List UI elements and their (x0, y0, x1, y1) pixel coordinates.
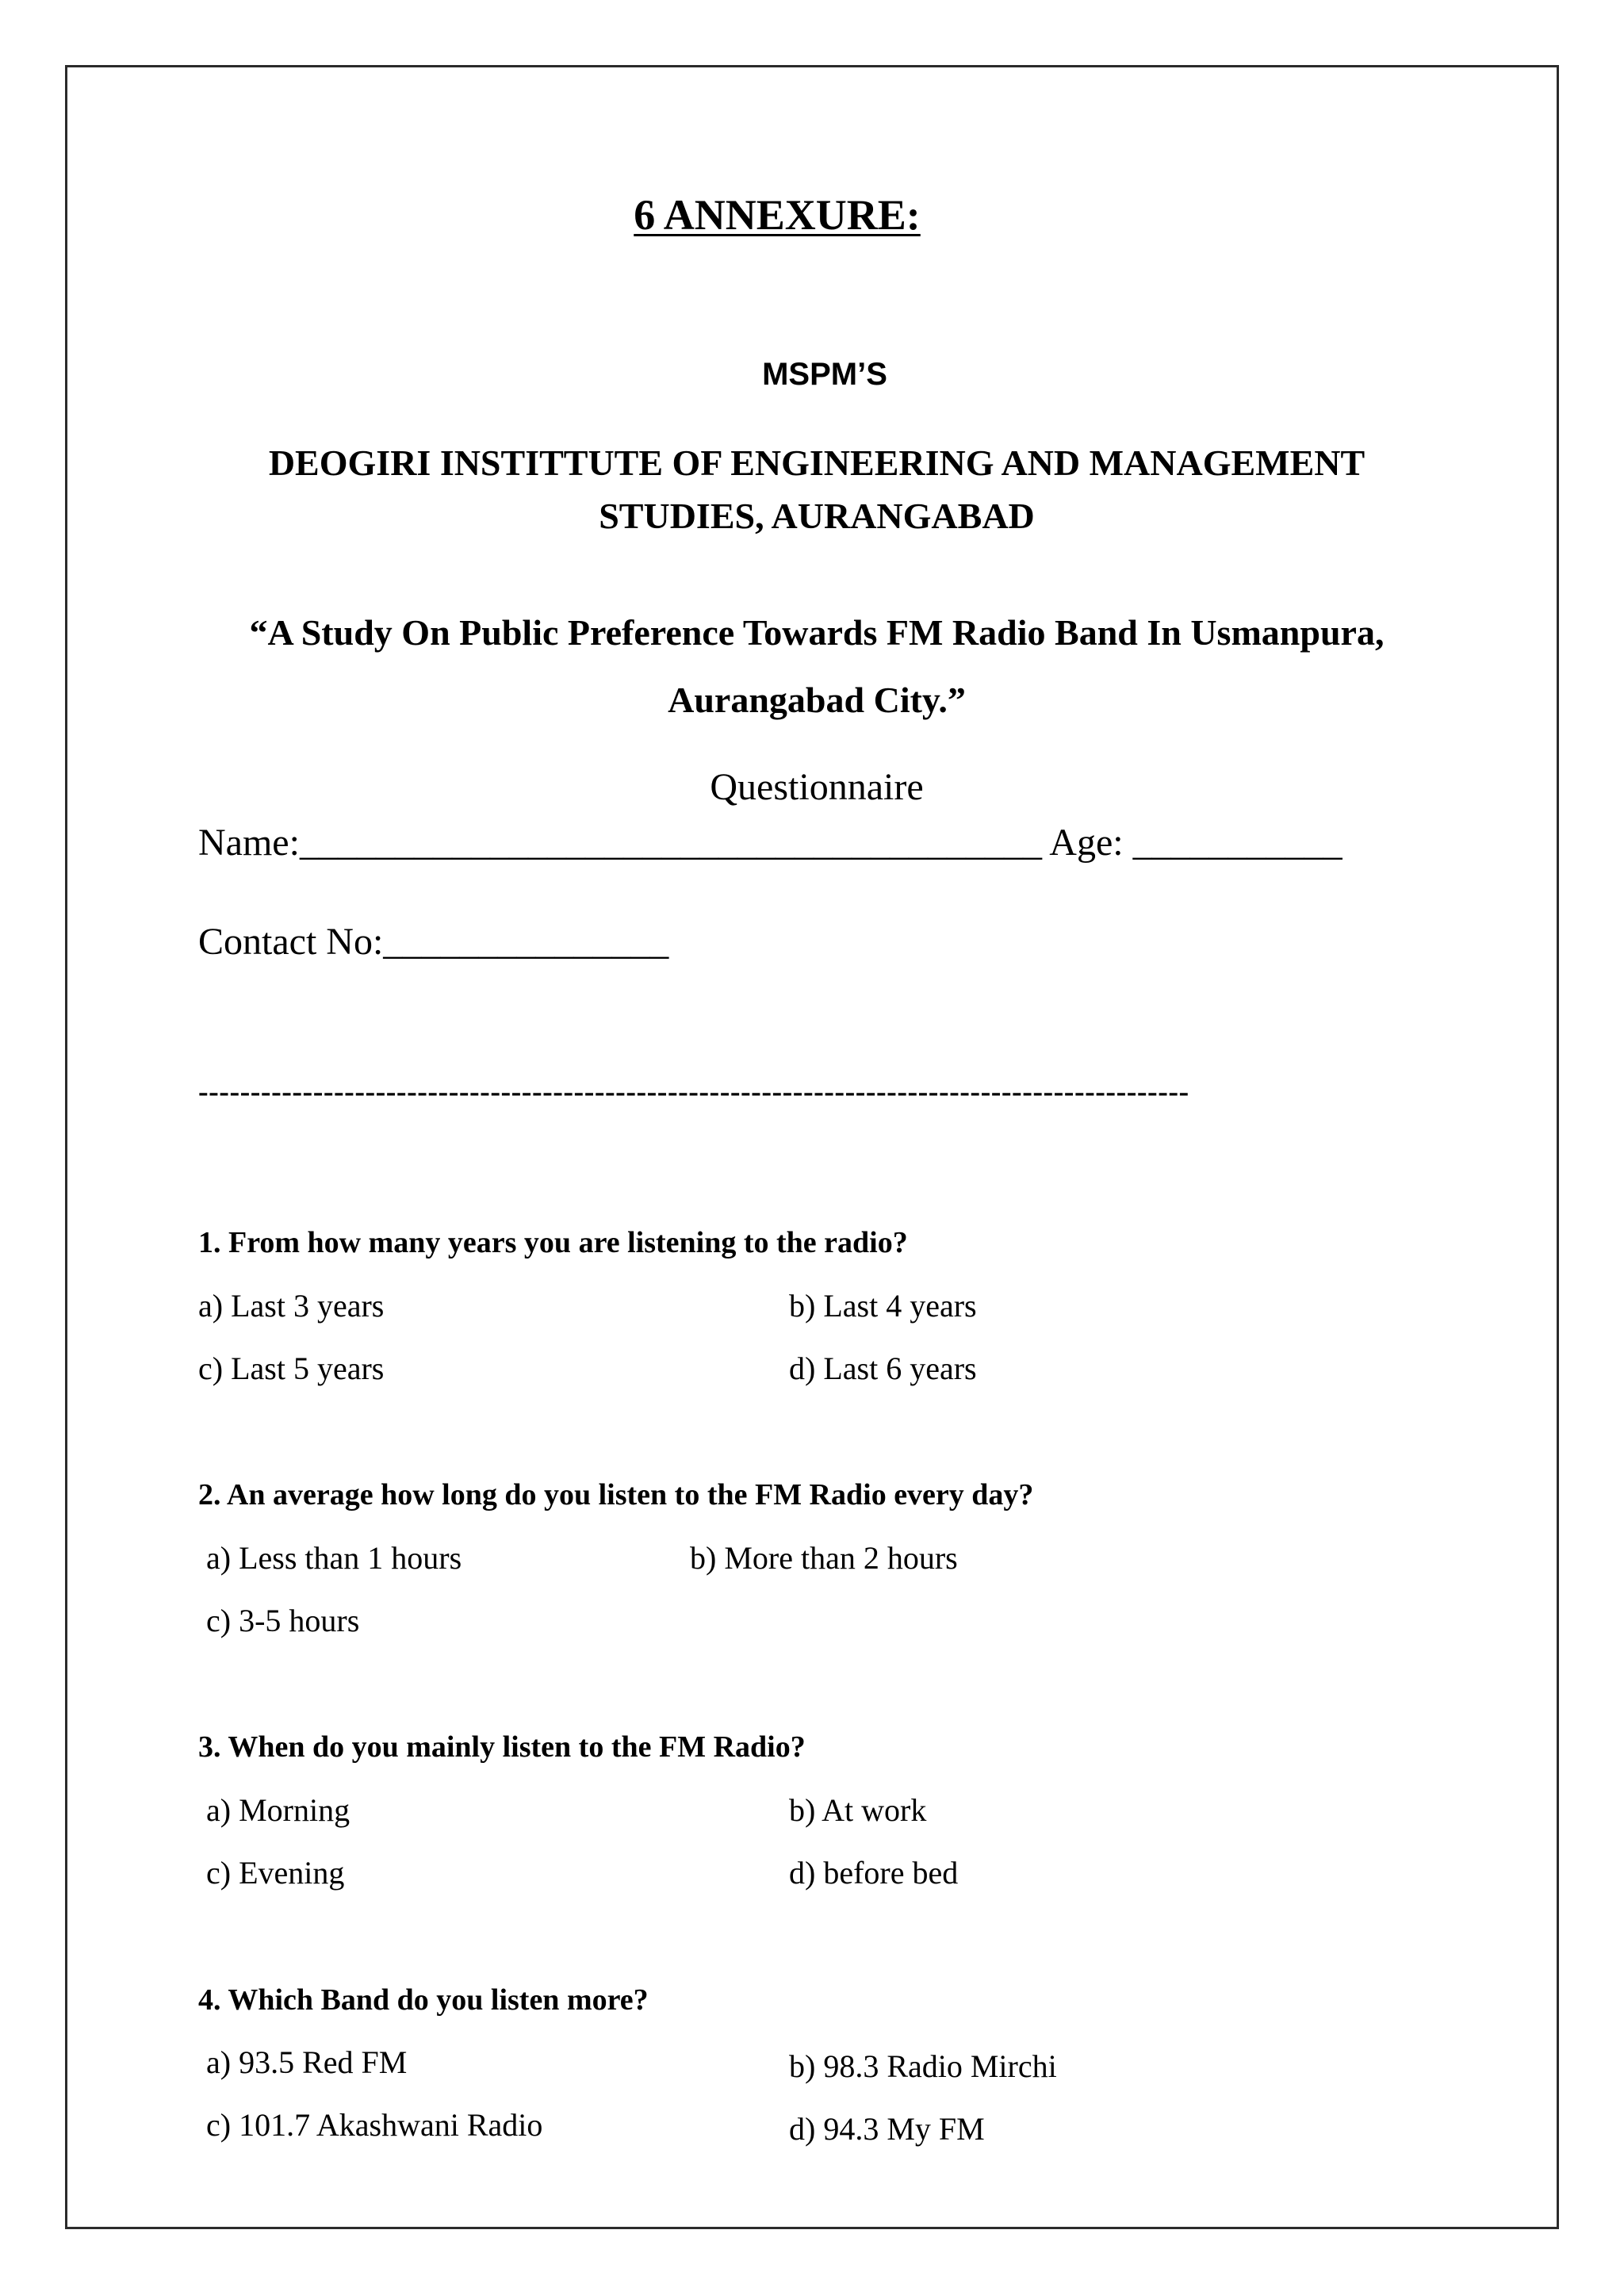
question-2-option-c[interactable]: c) 3-5 hours (206, 1603, 360, 1638)
question-2-option-b[interactable]: b) More than 2 hours (690, 1540, 958, 1576)
question-1-option-a[interactable]: a) Last 3 years (198, 1288, 385, 1324)
name-age-field[interactable]: Name:_______________________________________ Age: ___________ (198, 822, 1342, 864)
institute-line-2: STUDIES, AURANGABAD (599, 496, 1035, 536)
study-title-line-2: Aurangabad City.” (668, 680, 966, 720)
question-4-option-c[interactable]: c) 101.7 Akashwani Radio (206, 2107, 543, 2143)
question-1-title: 1. From how many years you are listening to the radio? (198, 1226, 908, 1259)
study-title (0, 599, 1624, 734)
section-divider: ----------------------------------------------------------------------------------------------- (198, 1075, 1189, 1109)
question-1-option-b[interactable]: b) Last 4 years (789, 1288, 977, 1324)
institute-line-1: DEOGIRI INSTITTUTE OF ENGINEERING AND MANAGEMENT (268, 443, 1365, 483)
question-4-option-d[interactable]: d) 94.3 My FM (789, 2111, 985, 2147)
question-2-title: 2. An average how long do you listen to the FM Radio every day? (198, 1478, 1034, 1511)
question-3-option-a[interactable]: a) Morning (206, 1792, 350, 1828)
question-1-option-d[interactable]: d) Last 6 years (789, 1351, 977, 1386)
question-3-option-c[interactable]: c) Evening (206, 1855, 345, 1891)
question-4-title: 4. Which Band do you listen more? (198, 1983, 649, 2017)
question-4-option-a[interactable]: a) 93.5 Red FM (206, 2044, 408, 2080)
annexure-heading: 6 ANNEXURE: (634, 191, 921, 239)
question-3-option-d[interactable]: d) before bed (789, 1855, 959, 1891)
question-1-option-c[interactable]: c) Last 5 years (198, 1351, 385, 1386)
question-4-option-b[interactable]: b) 98.3 Radio Mirchi (789, 2048, 1057, 2084)
question-2-option-a[interactable]: a) Less than 1 hours (206, 1540, 462, 1576)
study-title-line-1: “A Study On Public Preference Towards FM Radio Band In Usmanpura, (249, 612, 1385, 653)
contact-number-field[interactable]: Contact No:_______________ (198, 921, 669, 963)
question-3-option-b[interactable]: b) At work (789, 1792, 927, 1828)
questionnaire-label: Questionnaire (710, 766, 924, 808)
mspm-heading: MSPM’S (762, 357, 887, 392)
institute-name (0, 436, 1624, 542)
question-3-title: 3. When do you mainly listen to the FM Radio? (198, 1730, 806, 1764)
